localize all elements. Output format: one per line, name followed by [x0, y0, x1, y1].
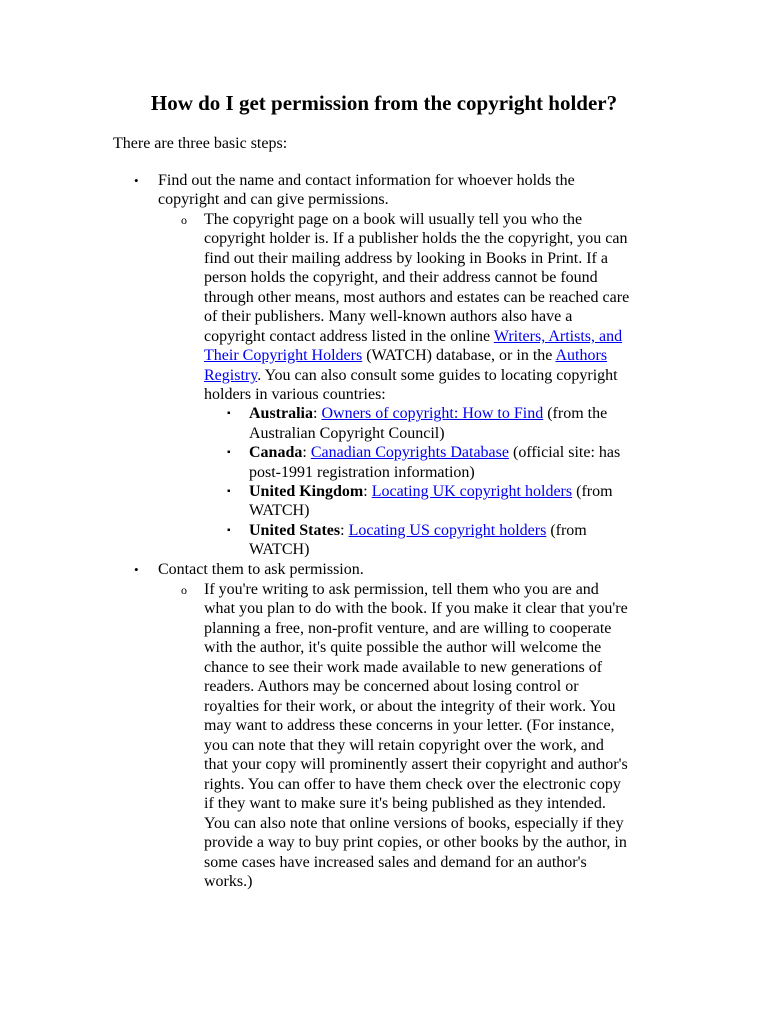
- separator: :: [340, 522, 349, 539]
- step1-line: Find out the name and contact information for whoever holds the: [158, 172, 575, 189]
- bullet-circle-icon: o: [181, 213, 187, 227]
- page-title: How do I get permission from the copyright holder?: [150, 91, 618, 115]
- country-item-us: [249, 521, 587, 541]
- bullet-square-icon: ▪: [227, 486, 231, 497]
- step2-sub-line: rights. You can offer to have them check over the electronic copy: [204, 776, 621, 793]
- step2-sub-line: some cases have increased sales and demand for an author's: [204, 854, 587, 871]
- bullet-square-icon: ▪: [227, 525, 231, 536]
- bullet-disc-icon: •: [134, 562, 139, 577]
- step1-sub-line: holders in various countries:: [204, 386, 386, 403]
- sub-text: . You can also consult some guides to locating copyright: [257, 367, 618, 384]
- step1-sub-line: [204, 346, 607, 366]
- step1-line: copyright and can give permissions.: [158, 191, 389, 208]
- country-item-uk: [249, 482, 613, 502]
- step1-sub-line: [204, 366, 618, 386]
- country-item-canada: [249, 443, 620, 463]
- step1-sub-line: person holds the copyright, and their address cannot be found: [204, 269, 598, 286]
- separator: :: [363, 483, 372, 500]
- country-note-line: WATCH): [249, 502, 310, 519]
- country-note: (from: [572, 483, 613, 500]
- us-link[interactable]: Locating US copyright holders: [348, 522, 547, 539]
- step1-sub-line: of their publishers. Many well-known authors also have a: [204, 308, 573, 325]
- step2-sub-line: that your copy will prominently assert their copyright and author's: [204, 756, 628, 773]
- uk-link[interactable]: Locating UK copyright holders: [371, 483, 573, 500]
- country-name: United Kingdom: [249, 483, 364, 500]
- country-item-australia: [249, 404, 607, 424]
- step2-sub-line: what you plan to do with the book. If you make it clear that you're: [204, 600, 628, 617]
- authors-registry-link[interactable]: Authors: [555, 347, 608, 364]
- watch-database-link[interactable]: Writers, Artists, and: [493, 328, 623, 345]
- country-note: (from: [546, 522, 587, 539]
- country-note-line: Australian Copyright Council): [249, 425, 445, 442]
- step2-sub-line: chance to see their work made available to new generations of: [204, 659, 603, 676]
- sub-text: (WATCH) database, or in the: [362, 347, 556, 364]
- step2-sub-line: may want to address these concerns in your letter. (For instance,: [204, 717, 615, 734]
- bullet-disc-icon: •: [134, 173, 139, 188]
- country-note-line: WATCH): [249, 541, 310, 558]
- canada-link[interactable]: Canadian Copyrights Database: [310, 444, 509, 461]
- country-note: (official site: has: [508, 444, 621, 461]
- country-note: (from the: [543, 405, 608, 422]
- bullet-square-icon: ▪: [227, 408, 231, 419]
- step2-sub-line: provide a way to buy print copies, or other books by the author, in: [204, 834, 627, 851]
- country-name: Australia: [249, 405, 313, 422]
- step2-sub-line: with the author, it's quite possible the author will welcome the: [204, 639, 602, 656]
- step2-sub-line: planning a free, non-profit venture, and are willing to cooperate: [204, 620, 612, 637]
- bullet-square-icon: ▪: [227, 447, 231, 458]
- country-name: Canada: [249, 444, 303, 461]
- step2-sub-line: readers. Authors may be concerned about losing control or: [204, 678, 579, 695]
- country-name: United States: [249, 522, 341, 539]
- step2-sub-line: you can note that they will retain copyright over the work, and: [204, 737, 604, 754]
- australia-link[interactable]: Owners of copyright: How to Find: [321, 405, 544, 422]
- authors-registry-link-cont[interactable]: Registry: [204, 367, 258, 384]
- watch-database-link-cont[interactable]: Their Copyright Holders: [204, 347, 363, 364]
- step2-line: Contact them to ask permission.: [158, 561, 364, 578]
- step1-sub-line: [204, 327, 622, 347]
- step2-sub-line: If you're writing to ask permission, tell them who you are and: [204, 581, 599, 598]
- step1-sub-line: find out their mailing address by looking in Books in Print. If a: [204, 250, 608, 267]
- separator: :: [302, 444, 311, 461]
- sub-text: copyright contact address listed in the online: [204, 328, 494, 345]
- step2-sub-line: if they want to make sure it's being published as they intended.: [204, 795, 606, 812]
- step1-sub-line: through other means, most authors and estates can be reached care: [204, 289, 630, 306]
- country-note-line: post-1991 registration information): [249, 464, 475, 481]
- bullet-circle-icon: o: [181, 583, 187, 597]
- step2-sub-line: royalties for their work, or about the integrity of their work. You: [204, 698, 616, 715]
- step2-sub-line: works.): [204, 873, 253, 890]
- intro-text: There are three basic steps:: [113, 135, 288, 152]
- separator: :: [313, 405, 322, 422]
- step1-sub-line: The copyright page on a book will usually tell you who the: [204, 211, 583, 228]
- step2-sub-line: You can also note that online versions of books, especially if they: [204, 815, 624, 832]
- step1-sub-line: copyright holder is. If a publisher holds the the copyright, you can: [204, 230, 628, 247]
